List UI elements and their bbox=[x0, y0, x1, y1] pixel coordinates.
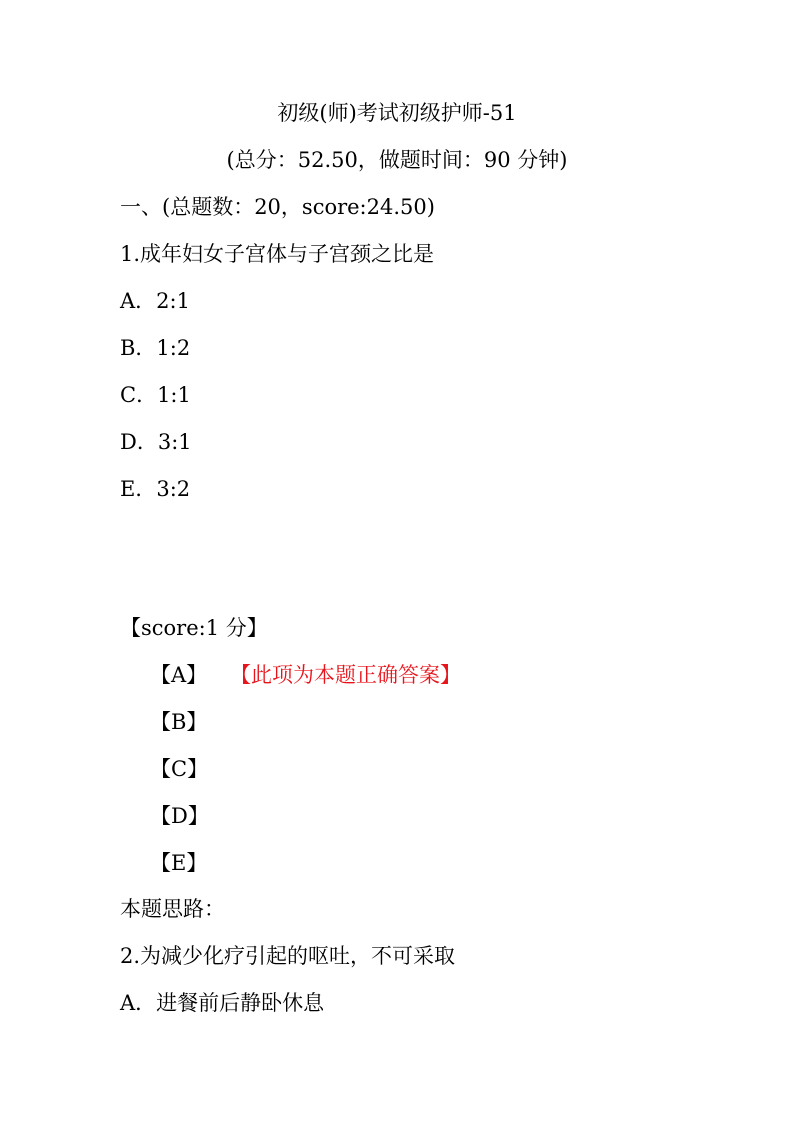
question-1-stem: 1.成年妇女子宫体与子宫颈之比是 bbox=[120, 242, 435, 266]
answer-choice-c: 【C】 bbox=[150, 757, 209, 781]
question-2-option-a: A．进餐前后静卧休息 bbox=[120, 991, 325, 1015]
answer-choice-e: 【E】 bbox=[150, 851, 208, 875]
explanation-label: 本题思路： bbox=[120, 897, 225, 921]
exam-title: 初级(师)考试初级护师-51 bbox=[277, 101, 517, 125]
question-1-option-d: D．3:1 bbox=[120, 430, 192, 454]
question-2-stem: 2.为减少化疗引起的呕吐，不可采取 bbox=[120, 944, 456, 968]
exam-subtitle: (总分：52.50，做题时间：90 分钟) bbox=[226, 148, 568, 172]
question-1-option-a: A．2:1 bbox=[120, 289, 190, 313]
question-1-option-c: C．1:1 bbox=[120, 383, 191, 407]
answer-choice-b: 【B】 bbox=[150, 710, 208, 734]
answer-choice-a: 【A】 bbox=[150, 663, 208, 687]
answer-choice-d: 【D】 bbox=[150, 804, 209, 828]
question-1-option-b: B．1:2 bbox=[120, 336, 191, 360]
question-1-option-e: E．3:2 bbox=[120, 477, 191, 501]
correct-answer-note: 【此项为本题正确答案】 bbox=[230, 663, 461, 687]
section-heading: 一、(总题数：20，score:24.50) bbox=[120, 195, 435, 219]
question-1-score: 【score:1 分】 bbox=[120, 616, 268, 640]
